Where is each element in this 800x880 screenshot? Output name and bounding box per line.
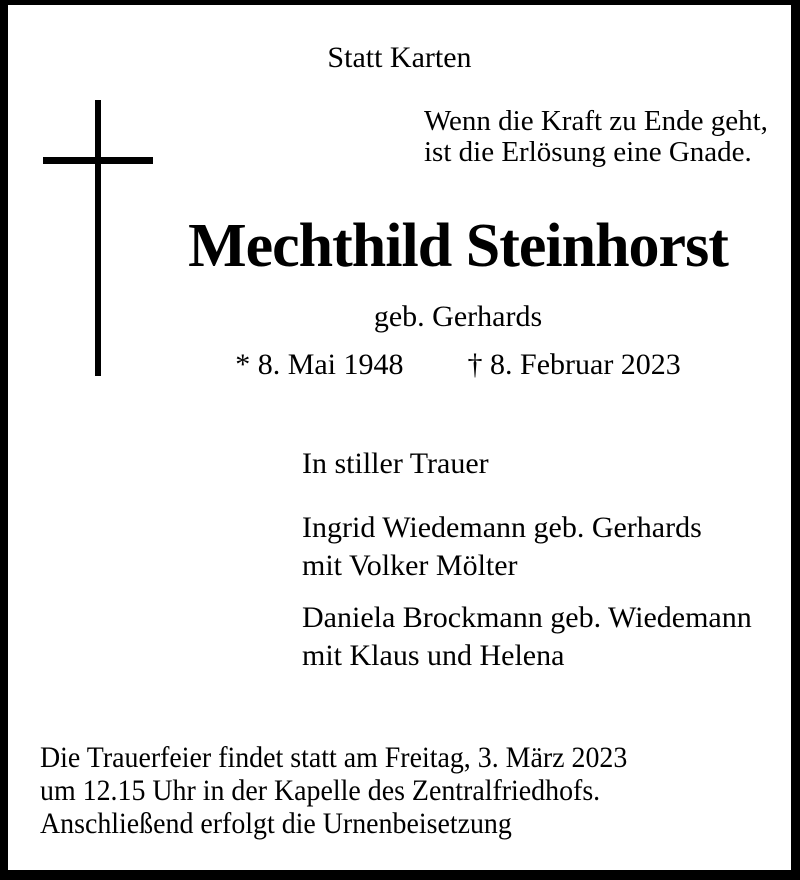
epigraph-quote bbox=[424, 106, 768, 168]
mourner-entry-line: mit Klaus und Helena bbox=[302, 639, 565, 672]
statt-karten-header: Statt Karten bbox=[327, 41, 472, 74]
mourner-entry-line: mit Volker Mölter bbox=[302, 549, 518, 582]
cross-vertical-bar bbox=[95, 100, 101, 376]
mourners-section bbox=[302, 445, 752, 689]
mourner-entry bbox=[302, 599, 752, 675]
epigraph-line-2: ist die Erlösung eine Gnade. bbox=[424, 136, 752, 168]
funeral-info-line-2: um 12.15 Uhr in der Kapelle des Zentralfriedhofs. bbox=[40, 774, 601, 807]
mourner-entry-line: Ingrid Wiedemann geb. Gerhards bbox=[302, 511, 702, 544]
epigraph-line-1: Wenn die Kraft zu Ende geht, bbox=[424, 105, 768, 137]
birth-date: * 8. Mai 1948 bbox=[235, 348, 404, 381]
mourning-intro: In stiller Trauer bbox=[302, 447, 489, 480]
life-dates bbox=[120, 347, 796, 383]
mourner-entry-line: Daniela Brockmann geb. Wiedemann bbox=[302, 601, 752, 634]
funeral-info-line-1: Die Trauerfeier findet statt am Freitag, 3. März 2023 bbox=[40, 741, 628, 774]
deceased-name: Mechthild Steinhorst bbox=[188, 212, 728, 280]
mourner-entry bbox=[302, 509, 752, 585]
death-date: † 8. Februar 2023 bbox=[467, 348, 681, 381]
funeral-info-line-3: Anschließend erfolgt die Urnenbeisetzung bbox=[40, 807, 512, 840]
funeral-info bbox=[40, 741, 627, 840]
maiden-name: geb. Gerhards bbox=[373, 300, 543, 333]
cross-horizontal-bar bbox=[43, 157, 153, 164]
